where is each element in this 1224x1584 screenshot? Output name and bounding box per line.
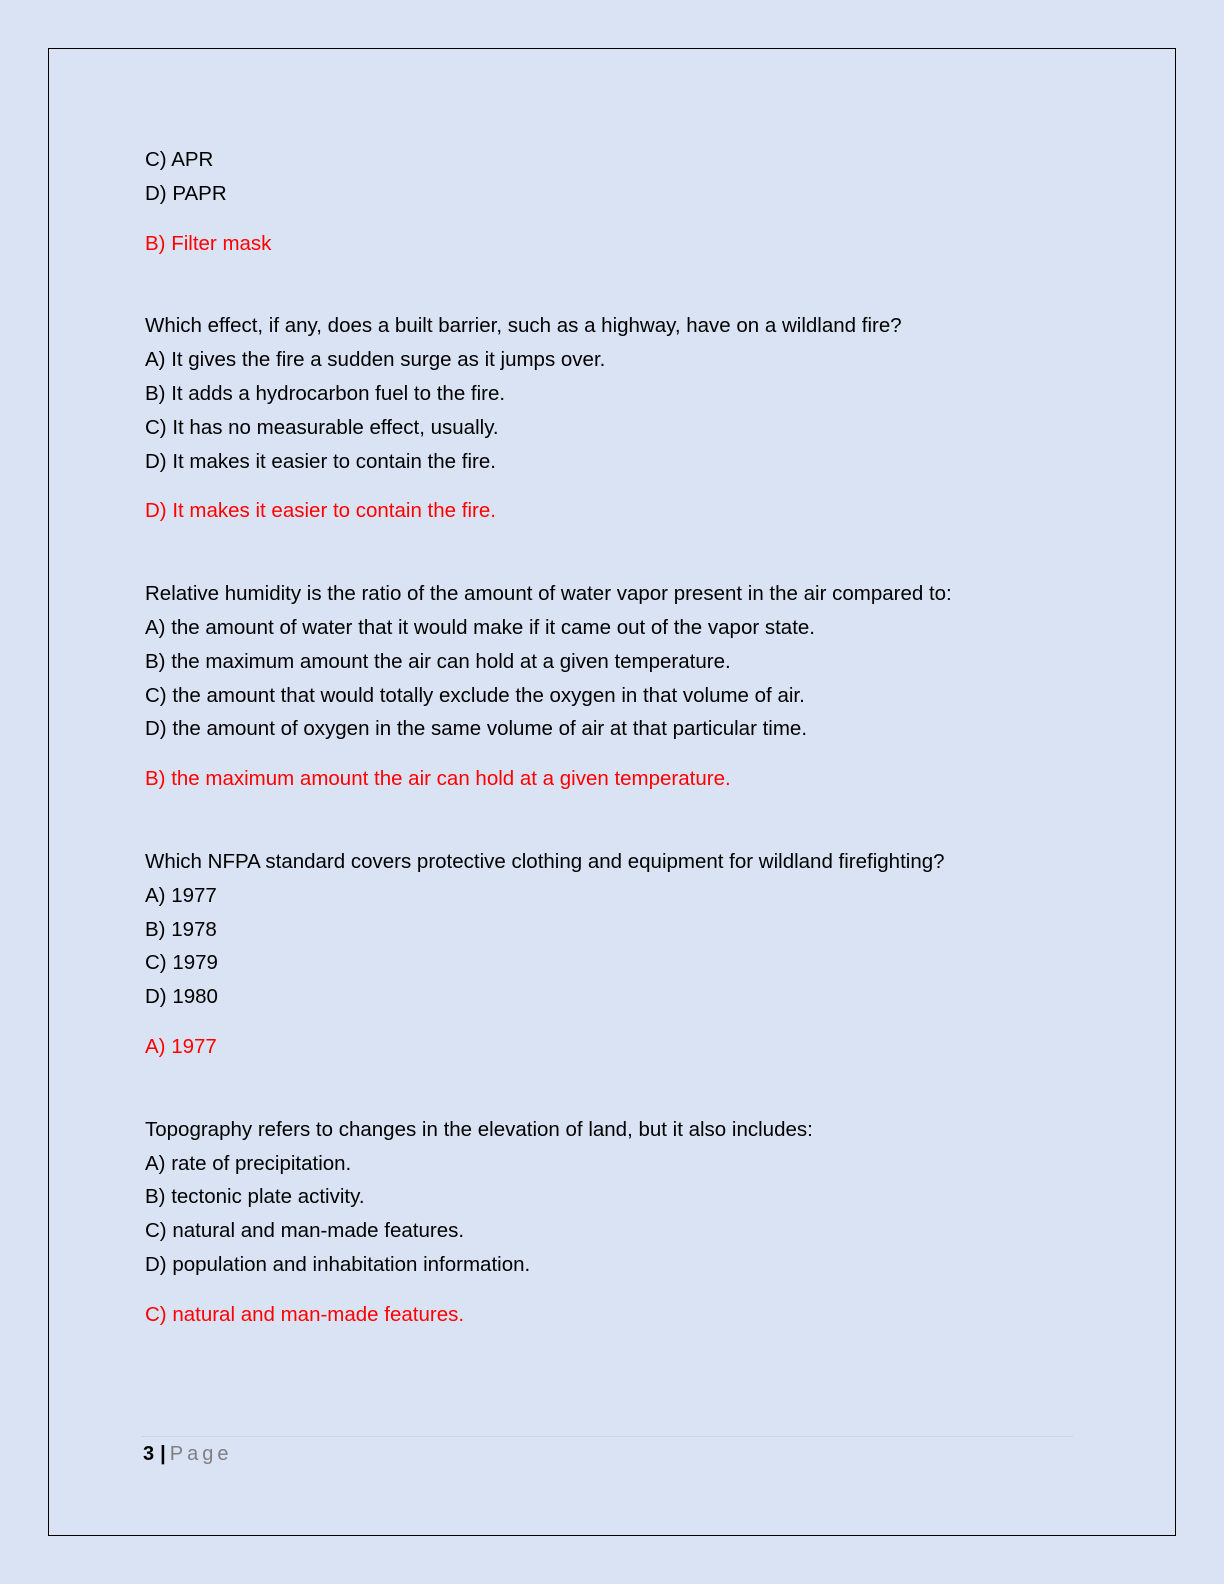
option: A) rate of precipitation. xyxy=(145,1151,352,1175)
footer-divider xyxy=(141,1436,1073,1437)
option: C) natural and man-made features. xyxy=(145,1219,465,1243)
question-text: Topography refers to changes in the elevation of land, but it also includes: xyxy=(145,1117,813,1141)
correct-answer: D) It makes it easier to contain the fire. xyxy=(145,499,496,523)
question-text: Which NFPA standard covers protective clothing and equipment for wildland firefighting? xyxy=(145,849,945,873)
option: B) the maximum amount the air can hold at a given temperature. xyxy=(145,649,731,673)
correct-answer: C) natural and man-made features. xyxy=(145,1302,465,1326)
question-block-1 xyxy=(145,309,1085,528)
option: C) It has no measurable effect, usually. xyxy=(145,415,499,439)
question-text: Relative humidity is the ratio of the amount of water vapor present in the air compared to: xyxy=(145,582,952,606)
option: D) population and inhabitation information. xyxy=(145,1252,531,1276)
correct-answer: B) Filter mask xyxy=(145,231,272,255)
option: B) tectonic plate activity. xyxy=(145,1185,365,1209)
option: B) 1978 xyxy=(145,917,217,941)
option: D) It makes it easier to contain the fire. xyxy=(145,449,496,473)
option: B) It adds a hydrocarbon fuel to the fire. xyxy=(145,381,506,405)
option: A) 1977 xyxy=(145,883,217,907)
question-block-2 xyxy=(145,577,1085,796)
option: D) 1980 xyxy=(145,985,218,1009)
option: D) PAPR xyxy=(145,181,227,205)
footer-separator: | xyxy=(160,1443,166,1465)
correct-answer: A) 1977 xyxy=(145,1034,217,1058)
page-label: Page xyxy=(169,1443,233,1465)
page-number: 3 xyxy=(143,1443,155,1465)
question-block-4 xyxy=(145,1113,1085,1332)
option: C) the amount that would totally exclude the oxygen in that volume of air. xyxy=(145,683,805,707)
question-block-3 xyxy=(145,845,1085,1064)
option: A) It gives the fire a sudden surge as it jumps over. xyxy=(145,348,606,372)
question-text: Which effect, if any, does a built barrier, such as a highway, have on a wildland fire? xyxy=(145,314,902,338)
document-body xyxy=(145,143,1085,1332)
option: C) APR xyxy=(145,148,214,171)
option: C) 1979 xyxy=(145,951,218,975)
option: D) the amount of oxygen in the same volume of air at that particular time. xyxy=(145,717,808,741)
correct-answer: B) the maximum amount the air can hold at a given temperature. xyxy=(145,767,731,791)
page-footer xyxy=(143,1440,232,1468)
option: A) the amount of water that it would make if it came out of the vapor state. xyxy=(145,615,816,639)
continued-question xyxy=(145,143,1085,260)
